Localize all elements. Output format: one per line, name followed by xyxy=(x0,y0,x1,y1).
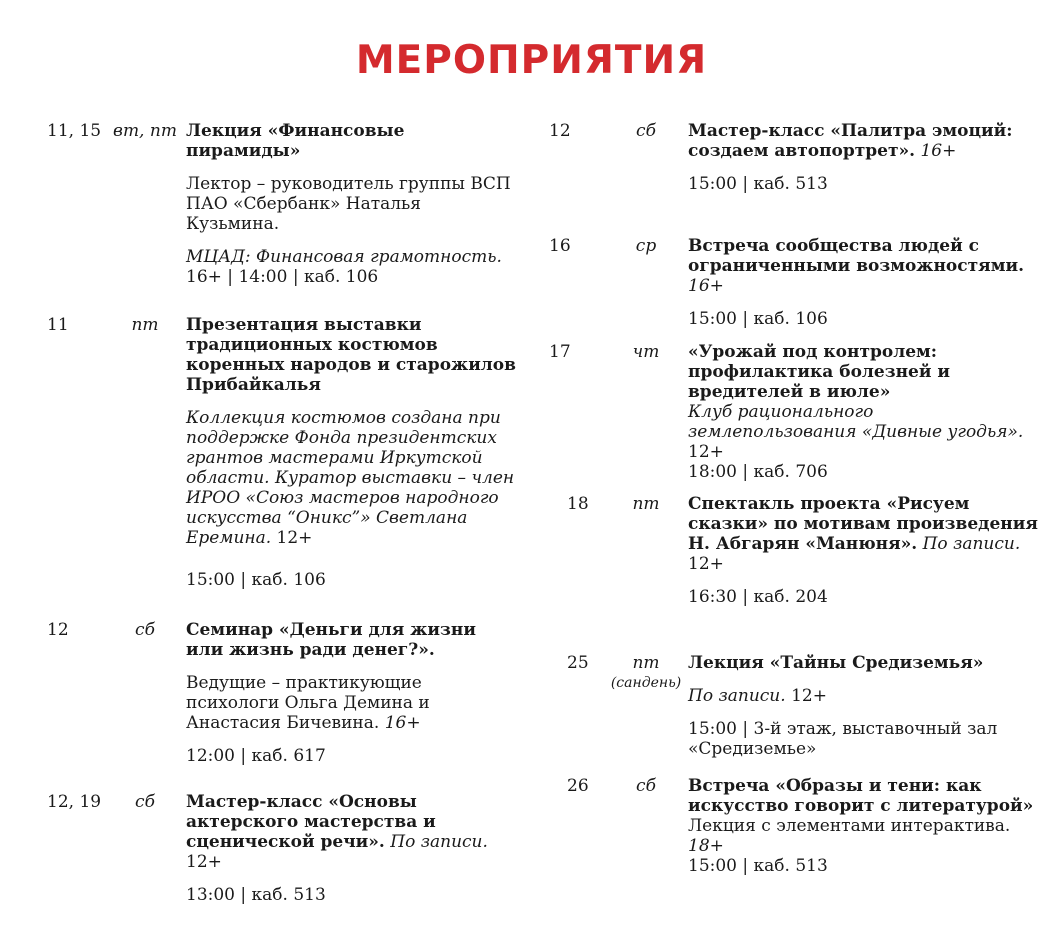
event-time: 15:00 xyxy=(688,309,737,329)
event-age: 12+ xyxy=(688,554,724,574)
event-date: 18 xyxy=(567,494,589,514)
event-room: каб. 513 xyxy=(753,174,828,194)
event-title: Презентация выставки традиционных костюмов коренных народов и старожилов Прибайкалья xyxy=(186,315,516,395)
event-time: 15:00 xyxy=(688,856,737,876)
event-title: «Урожай под контролем: профилактика болезней и вредителей в июле» xyxy=(688,342,950,402)
event-title: Встреча сообщества людей с ограниченными возможностями. xyxy=(688,236,1024,276)
event-title: Семинар «Деньги для жизни или жизнь ради денег?». xyxy=(186,620,476,660)
event-time: 14:00 xyxy=(238,267,288,287)
event-description: Лекция с элементами интерактива. xyxy=(688,816,1011,836)
event-date: 26 xyxy=(567,776,589,796)
event-weekday: сб xyxy=(135,620,155,640)
event-room: каб. 706 xyxy=(753,462,828,482)
event-title: Мастер-класс «Основы актерского мастерства и сценической речи». xyxy=(186,792,436,852)
event-weekday: чт xyxy=(632,342,660,362)
event-time: 13:00 xyxy=(186,885,235,905)
event-room: каб. 106 xyxy=(251,570,326,590)
event-weekday xyxy=(600,653,692,692)
event-weekday-note: (сандень) xyxy=(610,675,682,691)
event-weekday: вт, пт xyxy=(113,121,177,141)
event-time: 16:30 xyxy=(688,587,737,607)
event-note: По записи. xyxy=(922,534,1021,554)
event-age: 16+ xyxy=(920,141,957,161)
event-age: 18+ xyxy=(688,836,724,856)
event-title: Спектакль проекта «Рисуем сказки» по мотивам произведения Н. Абгарян «Манюня». xyxy=(688,494,1038,554)
event-weekday: сб xyxy=(636,776,656,796)
event-description: Клуб рационального землепользования «Дивные угодья». xyxy=(688,402,1024,442)
event-date: 25 xyxy=(567,653,589,673)
event-date: 17 xyxy=(549,342,571,362)
event-title: Лекция «Финансовые пирамиды» xyxy=(186,121,405,161)
event-weekday: пт xyxy=(632,494,660,514)
event-time: 15:00 xyxy=(688,174,737,194)
event-age: 16+ xyxy=(688,276,724,296)
event-age: 12+ xyxy=(688,442,724,462)
event-weekday: ср xyxy=(635,236,657,256)
event-room: каб. 513 xyxy=(251,885,326,905)
event-room: каб. 204 xyxy=(753,587,828,607)
event-room: каб. 617 xyxy=(251,746,326,766)
event-date: 12 xyxy=(47,620,69,640)
event-weekday: сб xyxy=(636,121,656,141)
event-note: МЦАД: Финансовая грамотность. xyxy=(186,247,502,267)
event-room: каб. 106 xyxy=(303,267,379,287)
event-age: 16+ xyxy=(384,713,421,733)
event-time: 18:00 xyxy=(688,462,737,482)
event-time: 15:00 xyxy=(186,570,235,590)
event-date: 11, 15 xyxy=(47,121,102,141)
event-date: 11 xyxy=(47,315,69,335)
event-room: каб. 106 xyxy=(753,309,828,329)
event-title: Встреча «Образы и тени: как искусство говорит с литературой» xyxy=(688,776,1034,816)
event-time: 15:00 xyxy=(688,719,737,739)
event-title: Мастер-класс «Палитра эмоций: создаем автопортрет». xyxy=(688,121,1013,161)
event-room: 3-й этаж, выставочный зал «Средиземье» xyxy=(688,719,998,759)
event-date: 16 xyxy=(549,236,571,256)
event-weekday: сб xyxy=(135,792,155,812)
event-date: 12 xyxy=(549,121,571,141)
event-description: Ведущие – практикующие психологи Ольга Демина и Анастасия Бичевина. xyxy=(186,673,430,733)
event-age: 16+ xyxy=(186,267,222,287)
event-time: 12:00 xyxy=(186,746,235,766)
event-weekday-main: пт xyxy=(632,653,660,673)
event-room: каб. 513 xyxy=(753,856,828,876)
event-age: 12+ xyxy=(276,528,313,548)
event-weekday: пт xyxy=(131,315,159,335)
event-title: Лекция «Тайны Средиземья» xyxy=(688,653,984,673)
event-note: По записи. xyxy=(390,832,488,852)
event-note: По записи. xyxy=(688,686,786,706)
event-age: 12+ xyxy=(186,852,222,872)
event-date: 12, 19 xyxy=(47,792,102,812)
event-age: 12+ xyxy=(791,686,827,706)
event-description: Коллекция костюмов создана при поддержке Фонда президентских грантов мастерами Иркутской области. Куратор выставки – член ИРОО «Союз мастеров народного искусства “Оникс”» Светлана Еремина. xyxy=(186,408,515,548)
event-description: Лектор – руководитель группы ВСП ПАО «Сбербанк» Наталья Кузьмина. xyxy=(186,174,511,234)
page-title: МЕРОПРИЯТИЯ xyxy=(355,38,708,83)
